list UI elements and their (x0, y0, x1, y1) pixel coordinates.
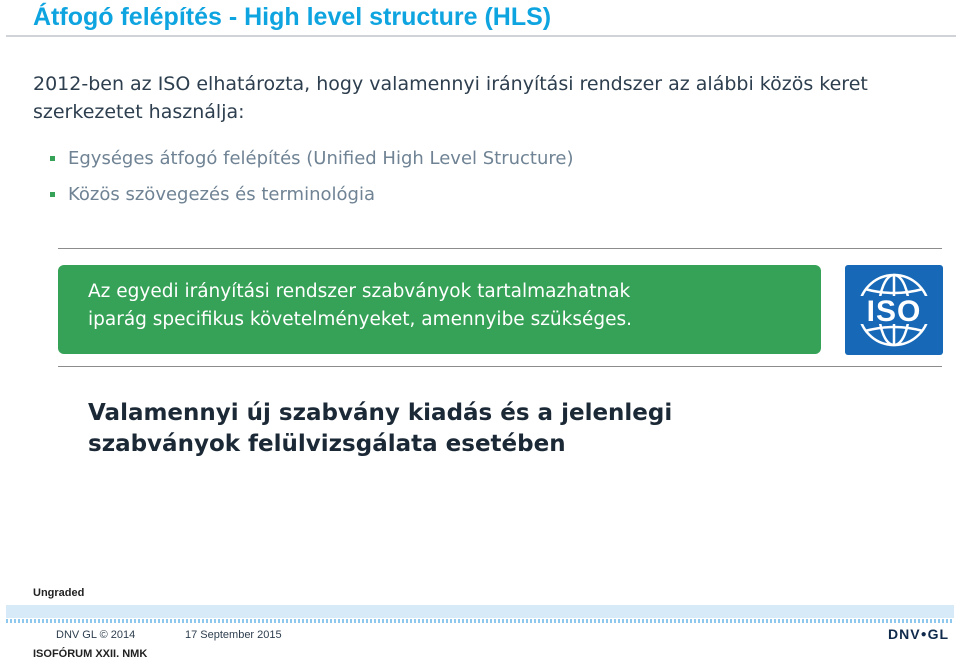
dnv-gl-logo (888, 626, 949, 642)
footer-event: ISOFÓRUM XXII. NMK (33, 648, 148, 660)
footer-hatch (6, 619, 954, 623)
dnv-logo-left: DNV (888, 626, 921, 642)
bullet-text: Közös szövegezés és terminológia (68, 183, 375, 205)
footer-copyright: DNV GL © 2014 (56, 629, 136, 641)
bullet-item (50, 176, 574, 212)
bullet-item (50, 140, 574, 176)
dnv-logo-dot: ● (920, 629, 928, 640)
title-divider (6, 35, 956, 37)
intro-paragraph: 2012-ben az ISO elhatározta, hogy valamennyi irányítási rendszer az alábbi közös keret szerkezetet használja: (33, 73, 868, 123)
emphasis-line: szabványok felülvizsgálata esetében (88, 431, 566, 457)
callout-box (58, 265, 821, 354)
footer-band (6, 605, 954, 618)
callout-line: Az egyedi irányítási rendszer szabványok tartalmazhatnak (88, 281, 631, 302)
globe-icon (845, 265, 943, 355)
lower-divider (58, 366, 942, 367)
upper-divider (58, 248, 942, 249)
iso-logo (845, 265, 943, 355)
footer-date: 17 September 2015 (185, 629, 282, 641)
emphasis-text (88, 398, 672, 460)
bullet-list (50, 140, 574, 212)
slide-title: Átfogó felépítés - High level structure (HLS) (33, 3, 552, 31)
bullet-square-icon (50, 192, 55, 197)
bullet-square-icon (50, 156, 55, 161)
classification-label: Ungraded (33, 587, 85, 599)
bullet-text: Egységes átfogó felépítés (Unified High Level Structure) (68, 147, 574, 169)
iso-logo-text: ISO (866, 295, 922, 328)
emphasis-line: Valamennyi új szabvány kiadás és a jelenlegi (88, 400, 673, 426)
callout-line: iparág specifikus követelményeket, amennyibe szükséges. (88, 309, 633, 330)
dnv-logo-right: GL (927, 626, 950, 642)
